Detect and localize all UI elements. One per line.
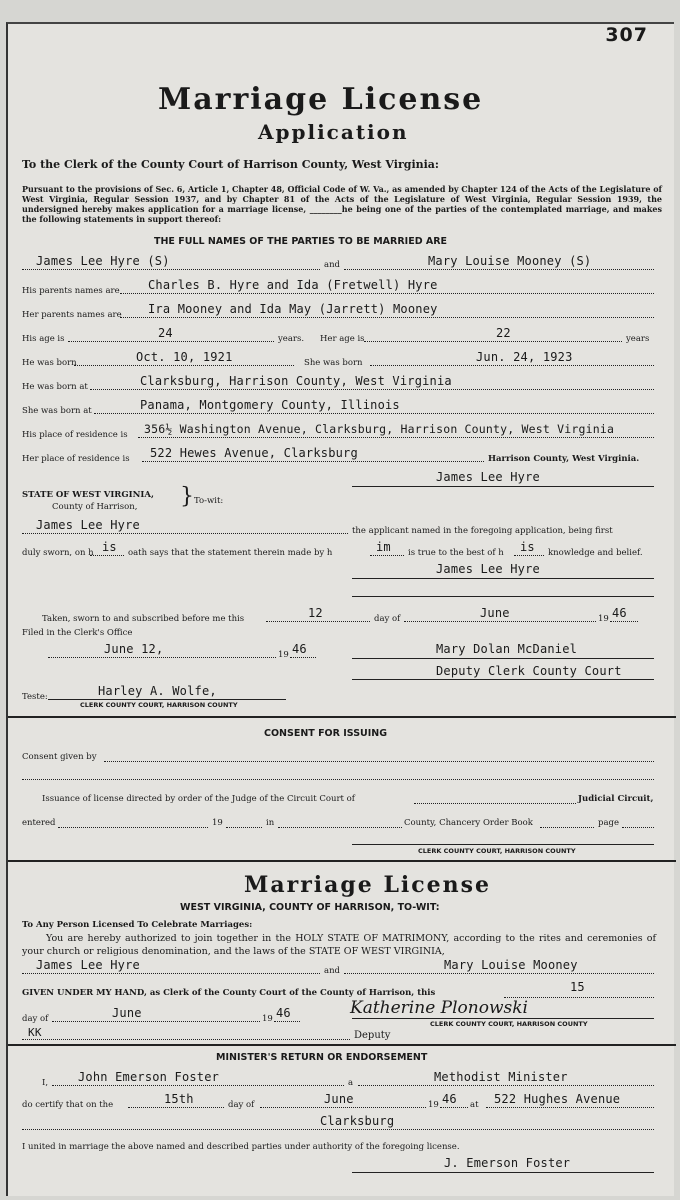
she-born-label: She was born [304,358,363,368]
filed-date: June 12, [104,642,164,656]
license-year: 46 [276,1006,291,1020]
in-label: in [266,818,275,828]
deputy-clerk-name: Mary Dolan McDaniel [436,642,578,656]
county-label: County of Harrison, [52,502,138,512]
license-clerk-caption: CLERK COUNTY COURT, HARRISON COUNTY [430,1020,588,1028]
oath-signature: James Lee Hyre [436,562,540,576]
bride-name: Mary Louise Mooney (S) [428,254,592,268]
years-label: years. [278,334,305,344]
minister-year: 46 [442,1092,457,1106]
he-born-date: Oct. 10, 1921 [136,350,233,364]
sworn-text-4: knowledge and belief. [548,548,643,558]
united-text: I united in marriage the above named and described parties under authority of the foregoing license. [22,1142,460,1152]
taken-label: Taken, sworn to and subscribed before me this [42,614,245,624]
sworn-fill-2: im [376,540,391,554]
judicial-label: Judicial Circuit, [578,794,654,804]
license-title: Marriage License [244,872,492,898]
her-parents: Ira Mooney and Ida May (Jarrett) Mooney [148,302,438,316]
sworn-text-2: oath says that the statement therein made by h [128,548,333,558]
clerk-signature: Katherine Plonowski [350,998,528,1018]
to-any-person: To Any Person Licensed To Celebrate Marriages: [22,920,253,930]
minister-a-label: a [348,1078,354,1088]
document-title: Marriage License [158,82,484,117]
applicant-text: the applicant named in the foregoing application, being first [352,526,613,536]
minister-heading: MINISTER'S RETURN OR ENDORSEMENT [216,1052,428,1063]
his-age-label: His age is [22,334,65,344]
groom-name: James Lee Hyre (S) [36,254,170,268]
license-and-label: and [324,966,340,976]
minister-signature: J. Emerson Foster [444,1156,571,1170]
minister-month: June [324,1092,354,1106]
and-label: and [324,260,340,270]
oath-day: 12 [308,606,323,620]
deputy-clerk-title: Deputy Clerk County Court [436,664,622,678]
his-residence: 356½ Washington Avenue, Clarksburg, Harrison County, West Virginia [144,422,615,436]
preamble: Pursuant to the provisions of Sec. 6, Article 1, Chapter 48, Official Code of W. Va., as amended by Chapter 124 of the Acts of the Legislature of West Virginia, Regular Session 1937, and by Chapter 81 of the Acts of the Legislature of West Virginia, Regular Session 1939, the undersigned hereby makes application for a marriage license, ________he being one of the parties of the contemplated marriage, and makes the following statements in support thereof: [22,184,662,224]
consent-clerk-caption: CLERK COUNTY COURT, HARRISON COUNTY [418,847,576,855]
sworn-fill-1: is [102,540,117,554]
oath-month: June [480,606,510,620]
oath-year-prefix: 19 [598,614,609,624]
given-text: GIVEN UNDER MY HAND, as Clerk of the County Court of the County of Harrison, this [22,988,436,998]
his-residence-label: His place of residence is [22,430,128,440]
minister-year-prefix: 19 [428,1100,439,1110]
license-bride: Mary Louise Mooney [444,958,578,972]
deputy-label: Deputy [354,1030,391,1041]
to-wit: To-wit: [194,496,224,506]
consent-label: Consent given by [22,752,97,762]
he-born-at: Clarksburg, Harrison County, West Virginia [140,374,452,388]
minister-place: 522 Hughes Avenue [494,1092,621,1106]
document-page: 307 Marriage License Application To the Clerk of the County Court of Harrison County, West Virginia: Pursuant to the provisions of Sec. 6, Article 1, Chapter 48, Official Code of W. Va., as amended by Chapter 124 of the Acts of the Legislature of West Virginia, Regular Session 1937, and by Chapter 81 of the Acts of the Legislature of West Virginia, Regular Session 1939, the undersigned hereby makes application for a marriage license, ________he being one of the parties of the contemplated marriage, and makes the following statements in support thereof: THE FULL NAMES OF THE PARTIES TO BE MARRIED ARE James Lee Hyre (S) and Mary Louise Mooney (S) His parents names are Charles B. Hyre and Ida (Fretwell) Hyre Her parents names are Ira Mooney and Ida May (Jarrett) Mooney His age is 24 years. Her age is 22 years He was born Oct. 10, 1921 She was born Jun. 24, 1923 He was born at Clarksburg, Harrison County, West Virginia She was born at Panama, Montgomery County, Illinois His place of residence is 356½ Washington Avenue, Clarksburg, Harrison County, West Virginia Her place of residence is 522 Hewes Avenue, Clarksburg Harrison County, West Virginia. James Lee Hyre STATE OF WEST VIRGINIA, County of Harrison, } To-wit: James Lee Hyre the applicant named in the foregoing application, being first duly sworn, on h is oath says that the statement therein made by h im is true to the best of h is knowledge and belief. James Lee Hyre Taken, sworn to and subscribed before me this 12 day of June 19 46 Filed in the Clerk's Office June 12, 19 46 Mary Dolan McDaniel Deputy Clerk County Court Teste: Harley A. Wolfe, CLERK COUNTY COURT, HARRISON COUNTY CONSENT FOR ISSUING Consent given by Issuance of license directed by order of the Judge of the Circuit Court of Judicial Circuit, entered 19 in County, Chancery Order Book page CLERK COUNTY COURT, HARRISON COUNTY Marriage License WEST VIRGINIA, COUNTY OF HARRISON, TO-WIT: To Any Person Licensed To Celebrate Marriages: You are hereby authorized to join together in the HOLY STATE OF MATRIMONY, according to the rites and ceremonies of your church or religious denomination, and the laws of the STATE OF WEST VIRGINIA, James Lee Hyre and Mary Louise Mooney GIVEN UNDER MY HAND, as Clerk of the County Court of the County of Harrison, this 15 day of June 19 46 Katherine Plonowski CLERK COUNTY COURT, HARRISON COUNTY KK Deputy MINISTER'S RETURN OR ENDORSEMENT I, John Emerson Foster a Methodist Minister do certify that on the 15th day of June 19 46 at 522 Hughes Avenue Clarksburg I united in marriage the above named and described parties under authority of the foregoing license. J. Emerson Foster [6,22,674,1196]
his-parents: Charles B. Hyre and Ida (Fretwell) Hyre [148,278,438,292]
her-years-label: years [626,334,650,344]
sworn-fill-3: is [520,540,535,554]
minister-i-label: I, [42,1078,49,1088]
minister-day: 15th [164,1092,194,1106]
his-parents-label: His parents names are [22,286,120,296]
oath-day-of-label: day of [374,614,401,624]
minister-at-label: at [470,1100,479,1110]
her-age: 22 [496,326,511,340]
he-born-at-label: He was born at [22,382,88,392]
certify-label: do certify that on the [22,1100,114,1110]
his-age: 24 [158,326,173,340]
license-subheading: WEST VIRGINIA, COUNTY OF HARRISON, TO-WIT: [180,902,440,913]
her-residence-label: Her place of residence is [22,454,130,464]
her-parents-label: Her parents names are [22,310,122,320]
oath-applicant-name: James Lee Hyre [36,518,140,532]
filed-year: 46 [292,642,307,656]
document-subtitle: Application [258,120,409,144]
license-month: June [112,1006,142,1020]
license-groom: James Lee Hyre [36,958,140,972]
issuance-text: Issuance of license directed by order of the Judge of the Circuit Court of [42,794,355,804]
teste-name: Harley A. Wolfe, [98,684,217,698]
minister-title: Methodist Minister [434,1070,568,1084]
teste-caption: CLERK COUNTY COURT, HARRISON COUNTY [80,701,238,709]
entered-label: entered [22,818,56,828]
filed-year-prefix: 19 [278,650,289,660]
teste-label: Teste: [22,692,48,702]
deputy-initials: KK [28,1026,42,1039]
she-born-at: Panama, Montgomery County, Illinois [140,398,400,412]
county-book-label: County, Chancery Order Book [404,818,533,828]
license-day: 15 [570,980,585,994]
authorization-text: You are hereby authorized to join together in the HOLY STATE OF MATRIMONY, according to the rites and ceremonies of your church or religious denomination, and the laws of the STATE OF WEST VIRGINIA, [22,933,656,957]
minister-city: Clarksburg [320,1114,395,1128]
parties-heading: THE FULL NAMES OF THE PARTIES TO BE MARRIED ARE [154,236,448,247]
page-number: 307 [605,24,648,46]
her-age-label: Her age is [320,334,365,344]
state-label: STATE OF WEST VIRGINIA, [22,490,154,500]
applicant-signature: James Lee Hyre [436,470,540,484]
minister-name: John Emerson Foster [78,1070,220,1084]
entered-19: 19 [212,818,223,828]
license-year-prefix: 19 [262,1014,273,1024]
her-residence-suffix: Harrison County, West Virginia. [488,454,640,464]
filed-label: Filed in the Clerk's Office [22,628,133,638]
sworn-text-3: is true to the best of h [408,548,504,558]
she-born-date: Jun. 24, 1923 [476,350,573,364]
consent-heading: CONSENT FOR ISSUING [264,728,388,739]
he-born-label: He was born [22,358,77,368]
minister-day-of-label: day of [228,1100,255,1110]
license-day-of-label: day of [22,1014,49,1024]
oath-year: 46 [612,606,627,620]
addressee: To the Clerk of the County Court of Harrison County, West Virginia: [22,158,439,171]
she-born-at-label: She was born at [22,406,92,416]
page-label: page [598,818,619,828]
sworn-text-1: duly sworn, on h [22,548,94,558]
her-residence: 522 Hewes Avenue, Clarksburg [150,446,358,460]
